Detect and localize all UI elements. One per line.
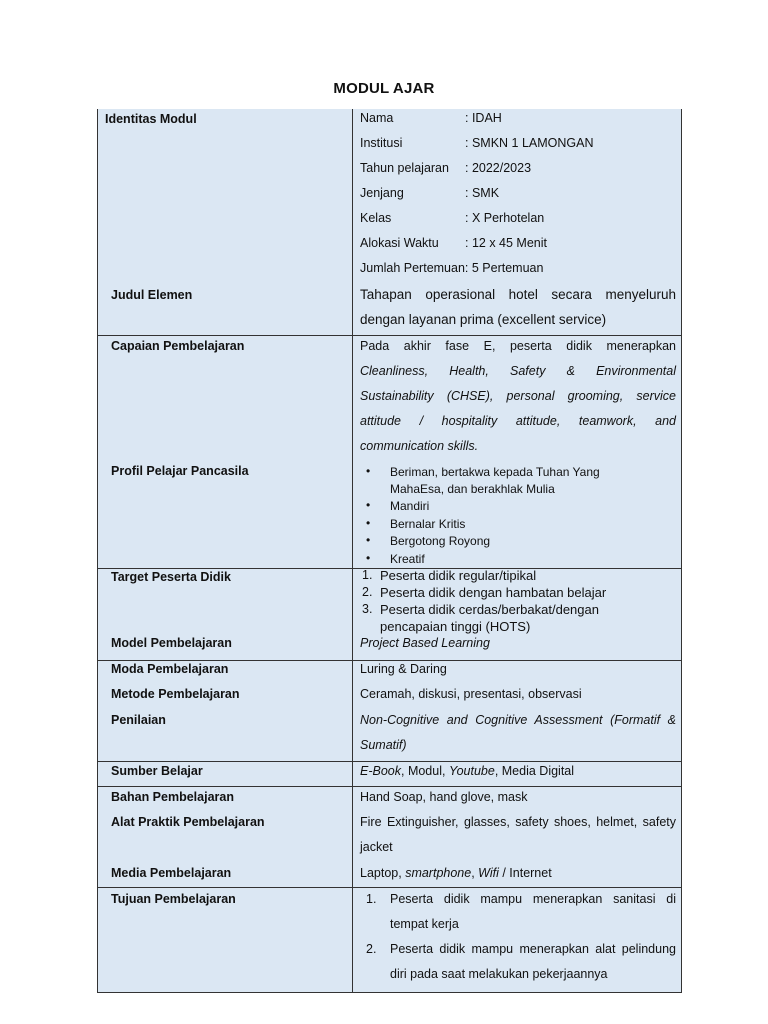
alat-label: Alat Praktik Pembelajaran — [111, 815, 265, 829]
sumber-part: Youtube — [448, 764, 495, 778]
media-part: , — [471, 866, 479, 880]
target-number: 2. — [362, 585, 373, 599]
bullet-icon: • — [366, 516, 371, 530]
judul-elemen-line: dengan layanan prima (excellent service) — [360, 312, 607, 327]
media-part: smartphone — [405, 866, 472, 880]
identitas-last-row: Jumlah Pertemuan: 5 Pertemuan — [360, 261, 544, 275]
penilaian-line: Non-Cognitive and Cognitive Assessment (Formatif & — [360, 713, 676, 727]
penilaian-label: Penilaian — [111, 713, 166, 727]
target-number: 1. — [362, 568, 373, 582]
model-value: Project Based Learning — [360, 636, 490, 650]
sumber-part: , Modul, — [401, 764, 449, 778]
identitas-key: Nama — [360, 111, 394, 125]
identitas-value: : IDAH — [465, 111, 502, 125]
bullet-icon: • — [366, 498, 371, 512]
row-divider — [98, 887, 681, 888]
tujuan-line: tempat kerja — [390, 917, 459, 931]
row-divider — [98, 761, 681, 762]
profil-item: Beriman, bertakwa kepada Tuhan Yang — [390, 465, 600, 479]
metode-value: Ceramah, diskusi, presentasi, observasi — [360, 687, 582, 701]
bullet-icon: • — [366, 464, 371, 478]
target-number: 3. — [362, 602, 373, 616]
tujuan-line: diri pada saat melakukan pekerjaannya — [390, 967, 608, 981]
row-divider — [98, 786, 681, 787]
column-divider — [352, 109, 353, 992]
tujuan-number: 2. — [366, 942, 377, 956]
identitas-value: : X Perhotelan — [465, 211, 545, 225]
profil-label: Profil Pelajar Pancasila — [111, 464, 249, 478]
profil-item: MahaEsa, dan berakhlak Mulia — [390, 482, 555, 496]
identitas-key: Alokasi Waktu — [360, 236, 439, 250]
media-part: / Internet — [498, 866, 552, 880]
tujuan-line: Peserta didik mampu menerapkan sanitasi di — [390, 892, 676, 906]
moda-label: Moda Pembelajaran — [111, 662, 229, 676]
module-table — [97, 109, 682, 993]
tujuan-line: Peserta didik mampu menerapkan alat pelindung — [390, 942, 676, 956]
sumber-value — [360, 764, 574, 778]
metode-label: Metode Pembelajaran — [111, 687, 240, 701]
capaian-line: Pada akhir fase E, peserta didik menerapkan — [360, 339, 676, 353]
sumber-part: , Media Digital — [494, 764, 575, 778]
profil-item: Bernalar Kritis — [390, 517, 466, 531]
capaian-label: Capaian Pembelajaran — [111, 339, 245, 353]
identitas-value: : SMK — [465, 186, 500, 200]
media-value — [360, 866, 552, 880]
judul-elemen-label: Judul Elemen — [111, 288, 193, 302]
target-label: Target Peserta Didik — [111, 570, 231, 584]
target-item: Peserta didik regular/tipikal — [380, 568, 537, 583]
capaian-line: Cleanliness, Health, Safety & Environmental — [360, 364, 676, 378]
model-label: Model Pembelajaran — [111, 636, 232, 650]
moda-value: Luring & Daring — [360, 662, 447, 676]
identitas-key: Kelas — [360, 211, 392, 225]
row-divider — [98, 660, 681, 661]
target-item: Peserta didik dengan hambatan belajar — [380, 585, 607, 600]
identitas-key: Tahun pelajaran — [360, 161, 449, 175]
tujuan-label: Tujuan Pembelajaran — [111, 892, 236, 906]
identitas-label: Identitas Modul — [105, 112, 197, 126]
bahan-label: Bahan Pembelajaran — [111, 790, 234, 804]
identitas-value: : 12 x 45 Menit — [465, 236, 547, 250]
media-label: Media Pembelajaran — [111, 866, 232, 880]
penilaian-line: Sumatif) — [360, 738, 407, 752]
sumber-label: Sumber Belajar — [111, 764, 203, 778]
page-title: MODUL AJAR — [333, 80, 435, 97]
profil-item: Kreatif — [390, 552, 425, 566]
bahan-value: Hand Soap, hand glove, mask — [360, 790, 528, 804]
identitas-value: : 2022/2023 — [465, 161, 532, 175]
profil-item: Bergotong Royong — [390, 534, 491, 548]
judul-elemen-line: Tahapan operasional hotel secara menyeluruh — [360, 287, 676, 302]
alat-line: jacket — [360, 840, 393, 854]
profil-item: Mandiri — [390, 499, 430, 513]
row-divider — [98, 335, 681, 336]
media-part: Laptop, — [360, 866, 406, 880]
identitas-key: Institusi — [360, 136, 403, 150]
capaian-line: communication skills. — [360, 439, 479, 453]
identitas-value: : SMKN 1 LAMONGAN — [465, 136, 594, 150]
media-part: Wifi — [478, 866, 499, 880]
alat-line: Fire Extinguisher, glasses, safety shoes, helmet, safety — [360, 815, 676, 829]
capaian-line: Sustainability (CHSE), personal grooming, service — [360, 389, 676, 403]
tujuan-number: 1. — [366, 892, 377, 906]
sumber-part: E-Book — [360, 764, 401, 778]
target-item: Peserta didik cerdas/berbakat/dengan — [380, 602, 599, 617]
bullet-icon: • — [366, 551, 371, 565]
target-item-continuation: pencapaian tinggi (HOTS) — [380, 619, 531, 634]
capaian-line: attitude / hospitality attitude, teamwork, and — [360, 414, 676, 428]
bullet-icon: • — [366, 533, 371, 547]
identitas-key: Jenjang — [360, 186, 404, 200]
